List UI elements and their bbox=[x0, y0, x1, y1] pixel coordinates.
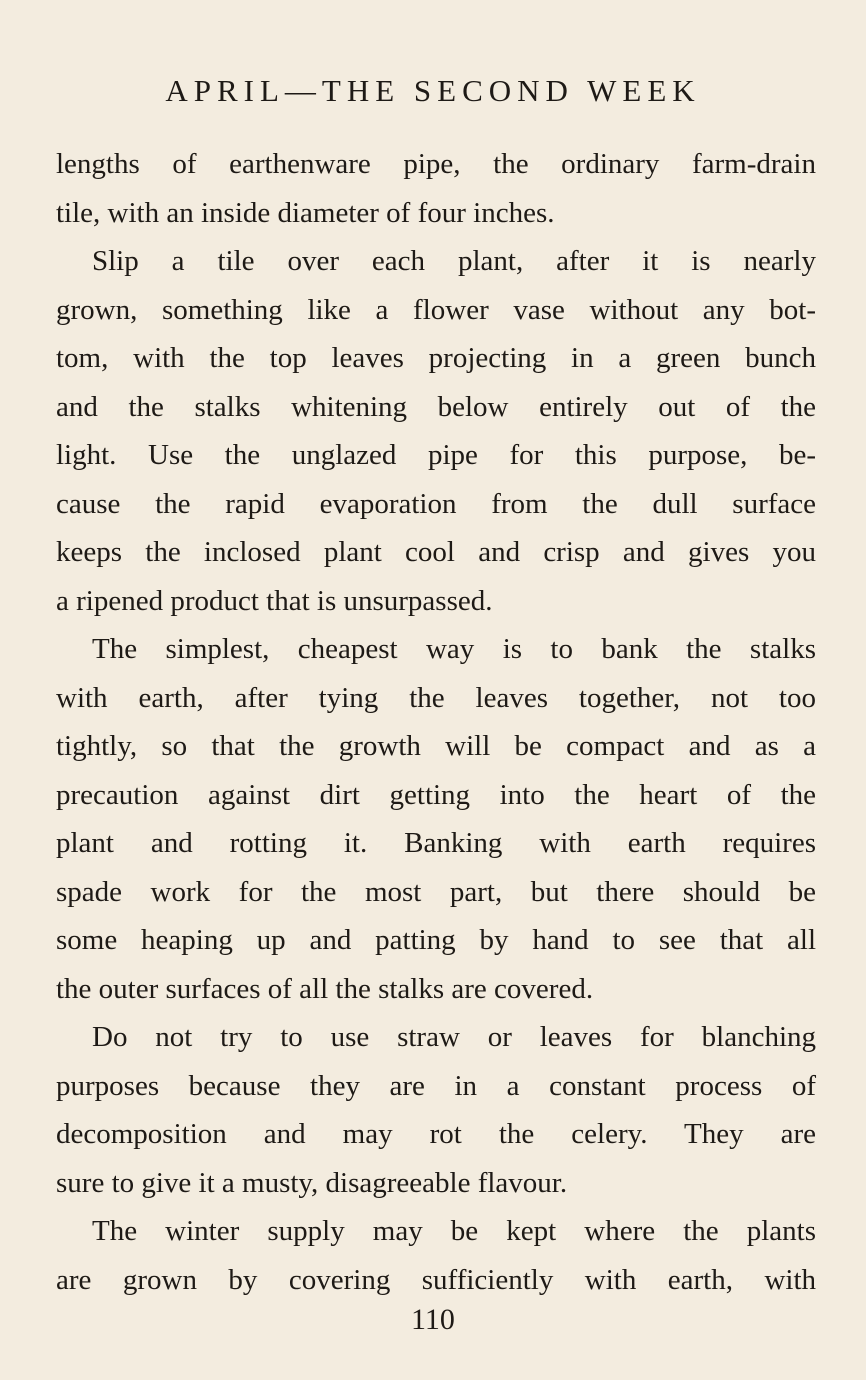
text-line: lengths of earthenware pipe, the ordinary farm-drain bbox=[56, 148, 816, 180]
text-line: spade work for the most part, but there should be bbox=[56, 875, 816, 908]
text-line: precaution against dirt getting into the heart of the bbox=[56, 778, 816, 811]
text-line: light. Use the unglazed pipe for this purpose, be- bbox=[56, 439, 816, 471]
body-text bbox=[56, 140, 816, 1304]
paragraph bbox=[56, 1207, 816, 1304]
text-line: decomposition and may rot the celery. They are bbox=[56, 1118, 816, 1150]
text-line: purposes because they are in a constant process of bbox=[56, 1069, 816, 1102]
text-line: The simplest, cheapest way is to bank the stalks bbox=[92, 633, 816, 665]
text-line: Do not try to use straw or leaves for blanching bbox=[92, 1021, 816, 1053]
page-number: 110 bbox=[411, 1303, 455, 1336]
paragraph bbox=[56, 140, 816, 237]
text-line: with earth, after tying the leaves together, not too bbox=[56, 681, 816, 714]
paragraph bbox=[56, 237, 816, 625]
text-line: plant and rotting it. Banking with earth requires bbox=[56, 827, 816, 859]
text-line: are grown by covering sufficiently with earth, with bbox=[56, 1263, 816, 1296]
text-line: The winter supply may be kept where the plants bbox=[92, 1215, 816, 1247]
text-line: sure to give it a musty, disagreeable flavour. bbox=[56, 1166, 568, 1199]
text-line: grown, something like a flower vase without any bot- bbox=[56, 293, 816, 326]
paragraph bbox=[56, 1013, 816, 1207]
text-line: tom, with the top leaves projecting in a green bunch bbox=[56, 342, 816, 374]
text-line: a ripened product that is unsurpassed. bbox=[56, 584, 493, 617]
text-line: some heaping up and patting by hand to see that all bbox=[56, 924, 816, 956]
paragraph bbox=[56, 625, 816, 1013]
running-head: APRIL—THE SECOND WEEK bbox=[165, 73, 701, 108]
text-line: tightly, so that the growth will be compact and as a bbox=[56, 730, 816, 762]
text-line: and the stalks whitening below entirely out of the bbox=[56, 390, 816, 423]
text-line: Slip a tile over each plant, after it is nearly bbox=[92, 245, 816, 277]
text-line: cause the rapid evaporation from the dull surface bbox=[56, 487, 816, 520]
text-line: keeps the inclosed plant cool and crisp and gives you bbox=[56, 536, 816, 568]
text-line: the outer surfaces of all the stalks are covered. bbox=[56, 972, 594, 1005]
text-line: tile, with an inside diameter of four inches. bbox=[56, 196, 555, 229]
